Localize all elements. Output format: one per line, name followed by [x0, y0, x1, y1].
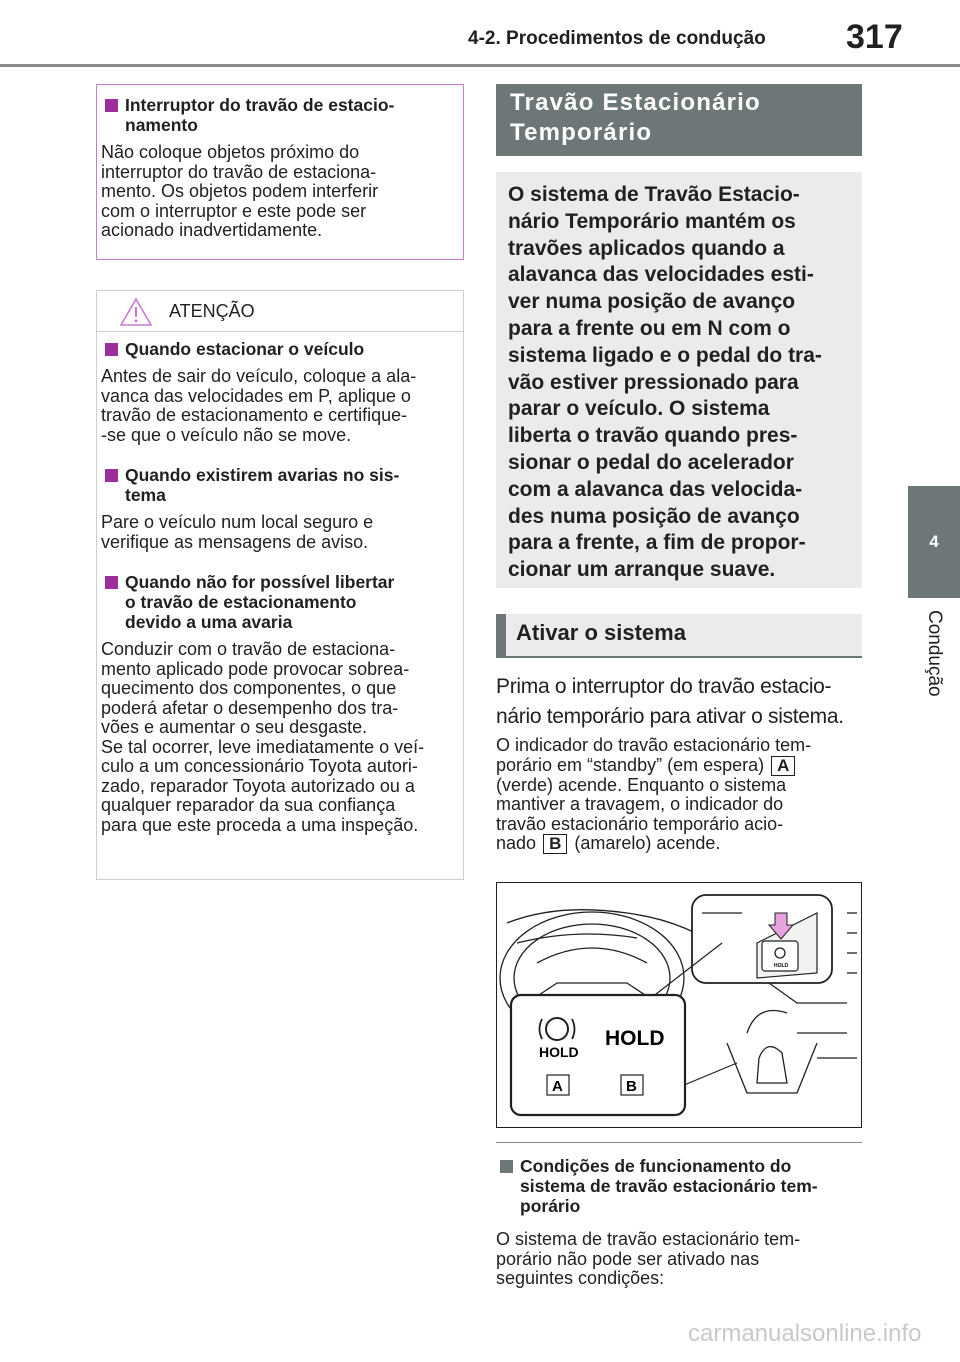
warning-item-heading: Quando estacionar o veículo — [101, 339, 451, 359]
chapter-tab[interactable] — [908, 486, 960, 598]
warning-item-body: Pare o veículo num local seguro e verifique as mensagens de aviso. — [101, 512, 374, 552]
conditions-heading: Condições de funcionamento do sistema de travão estacionário tem- porário — [496, 1156, 862, 1216]
section-title: 4-2. Procedimentos de condução — [468, 28, 766, 49]
warning-title: ATENÇÃO — [169, 301, 255, 321]
label-b: B — [543, 834, 567, 854]
warning-item-body: Antes de sair do veículo, coloque a ala- vanca das velocidades em P, aplique o travão de estacionamento e certifique- -se que o veículo não se move. — [101, 366, 417, 445]
dashboard-drawing — [497, 883, 862, 1128]
note-body: Não coloque objetos próximo do interruptor do travão de estaciona- mento. Os objetos podem interferir com o interruptor e este pode ser acionado inadvertidamente. — [101, 142, 379, 240]
warning-box — [96, 290, 464, 880]
warning-item-body: Conduzir com o travão de estaciona- mento aplicado pode provocar sobrea- quecimento dos componentes, o que poderá afetar o desempenho dos tra- vões e aumentar o seu desgaste. Se tal ocorrer, leve imediatamente o veí- culo a um concessionário Toyota autori- zado, reparador Toyota autorizado ou a qualquer reparador da sua confiança para que este proceda a uma inspeção. — [101, 639, 425, 835]
section-heading: Ativar o sistema — [496, 614, 862, 658]
hold-indicator-a-text: HOLD — [539, 1044, 579, 1060]
warning-item-heading: Quando não for possível libertar o travão de estacionamento devido a uma avaria — [101, 572, 451, 632]
watermark: carmanualsonline.info — [688, 1320, 922, 1347]
illustration-rule — [496, 1142, 862, 1143]
warning-item-heading: Quando existirem avarias no sis- tema — [101, 465, 451, 505]
label-a: A — [771, 756, 795, 776]
header-rule — [0, 64, 960, 67]
warning-header — [97, 291, 463, 332]
summary-box: O sistema de Travão Estacio- nário Temporário mantém os travões aplicados quando a alavanca das velocidades esti- ver numa posição de avanço para a frente ou em N com o sistema ligado e o pedal do tra- vão estiver pressionado para parar o veículo. O sistema liberta o travão quando pres- sionar o pedal do acelerador com a alavanca das velocida- des numa posição de avanço para a frente, a fim de propor- cionar um arranque suave. — [496, 172, 862, 588]
indicator-paragraph: O indicador do travão estacionário tem- porário em “standby” (em espera) A (verde) acende. Enquanto o sistema mantiver a travagem, o indicador do travão estacionário temporário acio- nado B (amarelo) acende. — [496, 735, 812, 853]
illus-label-b: B — [626, 1078, 637, 1095]
instruction-lead: Prima o interruptor do travão estacio- nário temporário para ativar o sistema. — [496, 675, 844, 728]
illus-label-a: A — [552, 1078, 563, 1095]
warning-triangle-icon — [119, 297, 153, 327]
button-hold-text: HOLD — [774, 963, 789, 969]
chapter-number: 4 — [929, 532, 939, 551]
conditions-body: O sistema de travão estacionário tem- porário não pode ser ativado nas seguintes condições: — [496, 1229, 801, 1288]
note-heading: Interruptor do travão de estacio- namento — [101, 95, 446, 135]
hold-indicator-b-text: HOLD — [605, 1027, 665, 1050]
page-title: Travão Estacionário Temporário — [496, 84, 862, 156]
note-box — [96, 84, 464, 260]
dashboard-illustration — [496, 882, 862, 1128]
page-number: 317 — [846, 18, 903, 56]
chapter-label: Condução — [924, 610, 945, 697]
